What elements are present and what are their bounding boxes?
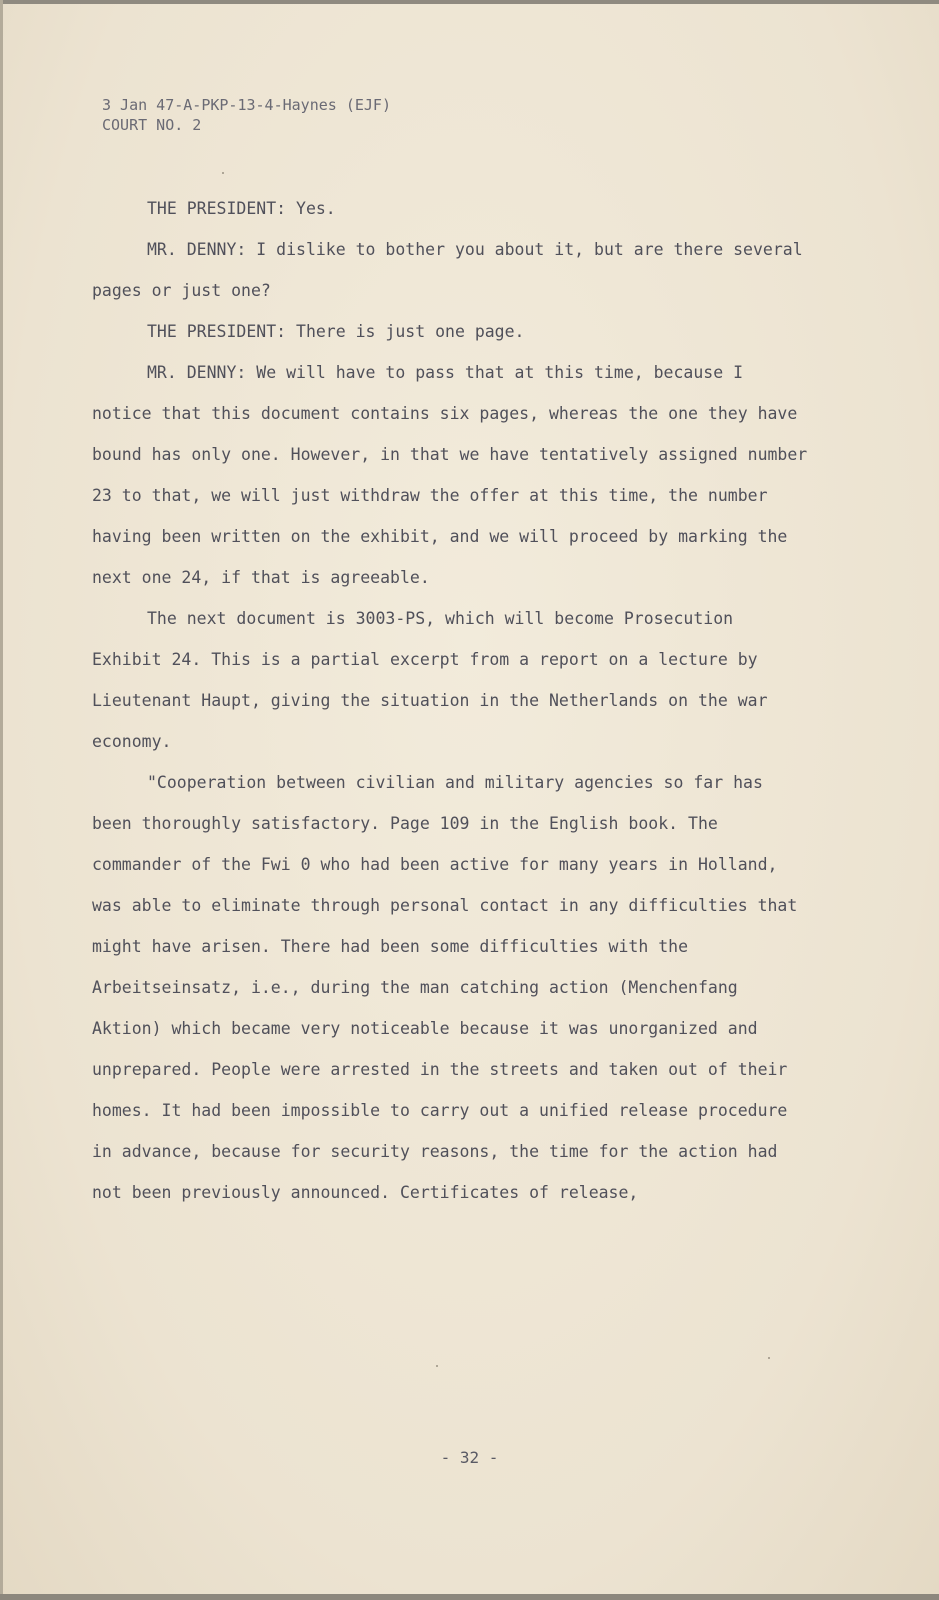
page-number: - 32 -	[440, 1448, 499, 1467]
paper-speck	[222, 172, 224, 174]
paper-speck	[436, 1365, 438, 1367]
paragraph-denny-question: MR. DENNY: I dislike to bother you about it, but are there several pages or just one?	[92, 240, 803, 300]
scan-edge-left	[0, 0, 3, 1600]
document-header	[102, 95, 391, 135]
paragraph-president-answer: THE PRESIDENT: There is just one page.	[147, 322, 525, 341]
paragraph-denny-withdraw: MR. DENNY: We will have to pass that at this time, because I notice that this document contains six pages, whereas the one they have bound has only one. However, in that we have tentatively assigned number 23 to that, we will just withdraw the offer at this time, the number having been written on the exhibit, and we will proceed by marking the next one 24, if that is agreeable.	[92, 363, 808, 587]
scan-edge-top	[0, 0, 939, 4]
paragraph-president-yes: THE PRESIDENT: Yes.	[147, 199, 336, 218]
paragraph-quotation: "Cooperation between civilian and military agencies so far has been thoroughly satisfactory. Page 109 in the English book. The commander of the Fwi 0 who had been active for many years in Holland, was able to eliminate through personal contact in any difficulties that might have arisen. There had been some difficulties with the Arbeitseinsatz, i.e., during the man catching action (Menchenfang Aktion) which became very noticeable because it was unorganized and unprepared. People were arrested in the streets and taken out of their homes. It had been impossible to carry out a unified release procedure in advance, because for security reasons, the time for the action had not been previously announced. Certificates of release,	[92, 773, 798, 1202]
paper-speck	[768, 1357, 770, 1359]
header-reference: 3 Jan 47-A-PKP-13-4-Haynes (EJF)	[102, 96, 391, 114]
transcript-body	[92, 188, 812, 1213]
header-court: COURT NO. 2	[102, 116, 202, 134]
scan-edge-bottom	[0, 1594, 939, 1600]
paragraph-next-document: The next document is 3003-PS, which will become Prosecution Exhibit 24. This is a partial excerpt from a report on a lecture by Lieutenant Haupt, giving the situation in the Netherlands on the war economy.	[92, 609, 768, 751]
